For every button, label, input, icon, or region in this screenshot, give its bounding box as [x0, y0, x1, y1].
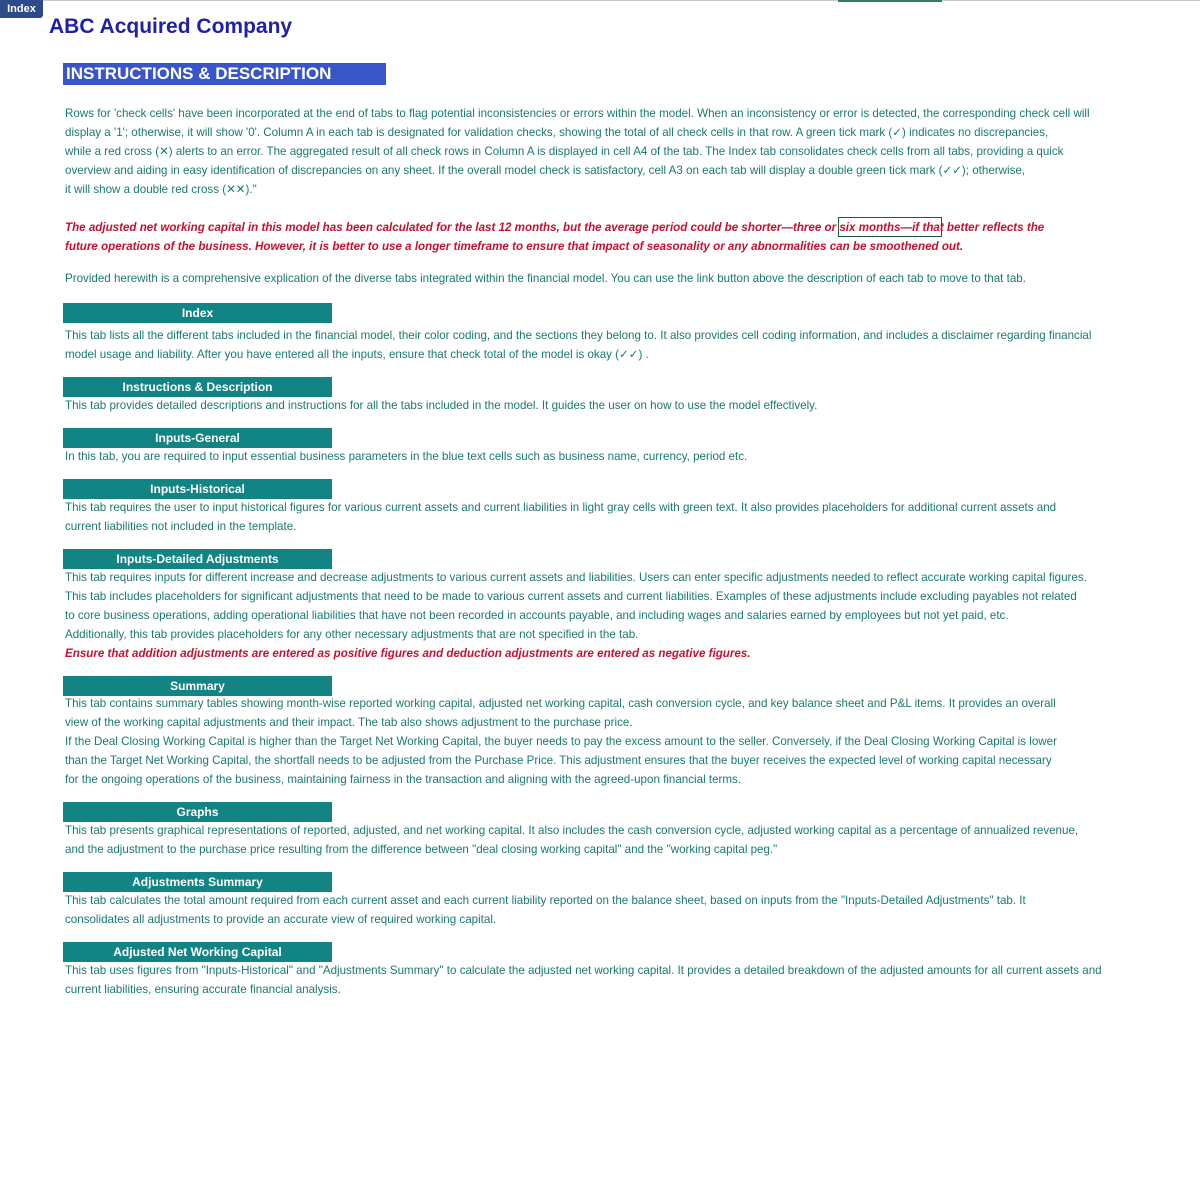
- text-line: consolidates all adjustments to provide an accurate view of required working capital.: [65, 913, 497, 926]
- text-line: for the ongoing operations of the business, maintaining fairness in the transaction and aligning with the agreed-upon financial terms.: [65, 773, 742, 786]
- text-line: Additionally, this tab provides placeholders for any other necessary adjustments that are not specified in the tab.: [65, 628, 639, 641]
- summary-description: [65, 694, 1177, 789]
- adjustments-summary-description: [65, 891, 1177, 929]
- text-line: Provided herewith is a comprehensive explication of the diverse tabs integrated within the financial model. You can use the link button above the description of each tab to move to that tab.: [65, 272, 1026, 285]
- instructions-description: [65, 396, 1177, 415]
- text-line: to core business operations, adding operational liabilities that have not been recorded in accounts payable, and including wages and salaries earned by employees but not yet paid, etc.: [65, 609, 1009, 622]
- text-line: current liabilities, ensuring accurate financial analysis.: [65, 983, 341, 996]
- text-line: than the Target Net Working Capital, the shortfall needs to be adjusted from the Purchase Price. This adjustment ensures that the buyer receives the expected level of working capital necessary: [65, 754, 1052, 767]
- text-line: This tab contains summary tables showing month-wise reported working capital, adjusted net working capital, cash conversion cycle, and key balance sheet and P&L items. It provides an overall: [65, 697, 1056, 710]
- tab-link-graphs[interactable]: Graphs: [63, 802, 332, 822]
- tab-link-inputs-detailed-adjustments[interactable]: Inputs-Detailed Adjustments: [63, 549, 332, 569]
- tab-link-adjusted-net-working-capital[interactable]: Adjusted Net Working Capital: [63, 942, 332, 962]
- check-cells-paragraph: [65, 104, 1177, 199]
- text-line: model usage and liability. After you have entered all the inputs, ensure that check total of the model is okay (✓✓) .: [65, 348, 649, 361]
- tab-link-inputs-historical[interactable]: Inputs-Historical: [63, 479, 332, 499]
- graphs-description: [65, 821, 1177, 859]
- note-line: The adjusted net working capital in this model has been calculated for the last 12 months, but the average period could be shorter—three or six months—if that better reflects the: [65, 221, 1045, 234]
- text-line: current liabilities not included in the template.: [65, 520, 297, 533]
- tab-link-index[interactable]: Index: [63, 303, 332, 323]
- text-line: while a red cross (✕) alerts to an error. The aggregated result of all check rows in Column A is displayed in cell A4 of the tab. The Index tab consolidates check cells from all tabs, providing a quick: [65, 145, 1064, 158]
- text-line: This tab requires the user to input historical figures for various current assets and current liabilities in light gray cells with green text. It also provides placeholders for additional current assets and: [65, 501, 1057, 514]
- index-link-button[interactable]: Index: [0, 0, 43, 18]
- text-line: view of the working capital adjustments and their impact. The tab also shows adjustment to the purchase price.: [65, 716, 633, 729]
- text-line: This tab calculates the total amount required from each current asset and each current liability reported on the balance sheet, based on inputs from the "Inputs-Detailed Adjustments" tab. It: [65, 894, 1026, 907]
- tab-link-adjustments-summary[interactable]: Adjustments Summary: [63, 872, 332, 892]
- tab-link-inputs-general[interactable]: Inputs-General: [63, 428, 332, 448]
- text-line: display a '1'; otherwise, it will show '0'. Column A in each tab is designated for validation checks, showing the total of all check cells in that row. A green tick mark (✓) indicates no discrepancies,: [65, 126, 1049, 139]
- text-line: In this tab, you are required to input essential business parameters in the blue text cells such as business name, currency, period etc.: [65, 450, 748, 463]
- text-line: This tab includes placeholders for significant adjustments that need to be made to various current assets and current liabilities. Examples of these adjustments include excluding payables not related: [65, 590, 1077, 603]
- text-line: This tab presents graphical representations of reported, adjusted, and net working capital. It also includes the cash conversion cycle, adjusted working capital as a percentage of annualized revenue,: [65, 824, 1079, 837]
- adjusted-nwc-description: [65, 961, 1177, 999]
- company-title: ABC Acquired Company: [49, 15, 293, 38]
- tab-link-instructions[interactable]: Instructions & Description: [63, 377, 332, 397]
- top-border-line: [0, 0, 1200, 1]
- text-line: overview and aiding in easy identification of discrepancies on any sheet. If the overall model check is satisfactory, cell A3 on each tab will display a double green tick mark (✓✓); otherwise,: [65, 164, 1026, 177]
- text-line: and the adjustment to the purchase price resulting from the difference between "deal closing working capital" and the "working capital peg.": [65, 843, 778, 856]
- tab-link-summary[interactable]: Summary: [63, 676, 332, 696]
- selected-cell-outline[interactable]: [838, 217, 942, 237]
- text-line: it will show a double red cross (✕✕).": [65, 183, 257, 196]
- text-line: This tab uses figures from "Inputs-Historical" and "Adjustments Summary" to calculate the adjusted net working capital. It provides a detailed breakdown of the adjusted amounts for all current assets and: [65, 964, 1102, 977]
- index-description: [65, 326, 1177, 364]
- text-line: If the Deal Closing Working Capital is higher than the Target Net Working Capital, the buyer needs to pay the excess amount to the seller. Conversely, if the Deal Closing Working Capital is lower: [65, 735, 1057, 748]
- text-line: This tab provides detailed descriptions and instructions for all the tabs included in the model. It guides the user on how to use the model effectively.: [65, 399, 818, 412]
- inputs-detailed-description: [65, 568, 1177, 663]
- inputs-general-description: [65, 447, 1177, 466]
- provided-herewith-text: [65, 269, 1177, 288]
- note-line: future operations of the business. However, it is better to use a longer timeframe to ensure that impact of seasonality or any abnormalities can be smoothened out.: [65, 240, 964, 253]
- text-line: Rows for 'check cells' have been incorporated at the end of tabs to flag potential inconsistencies or errors within the model. When an inconsistency or error is detected, the corresponding check cell will: [65, 107, 1090, 120]
- text-line: This tab lists all the different tabs included in the financial model, their color coding, and the sections they belong to. It also provides cell coding information, and includes a disclaimer regarding financial: [65, 329, 1092, 342]
- working-capital-note: [65, 218, 1177, 256]
- adjustment-sign-note: Ensure that addition adjustments are entered as positive figures and deduction adjustments are entered as negative figures.: [65, 647, 751, 660]
- text-line: This tab requires inputs for different increase and decrease adjustments to various current assets and liabilities. Users can enter specific adjustments needed to reflect accurate working capital figures.: [65, 571, 1087, 584]
- inputs-historical-description: [65, 498, 1177, 536]
- section-heading: INSTRUCTIONS & DESCRIPTION: [63, 63, 386, 85]
- selected-column-indicator: [838, 0, 942, 2]
